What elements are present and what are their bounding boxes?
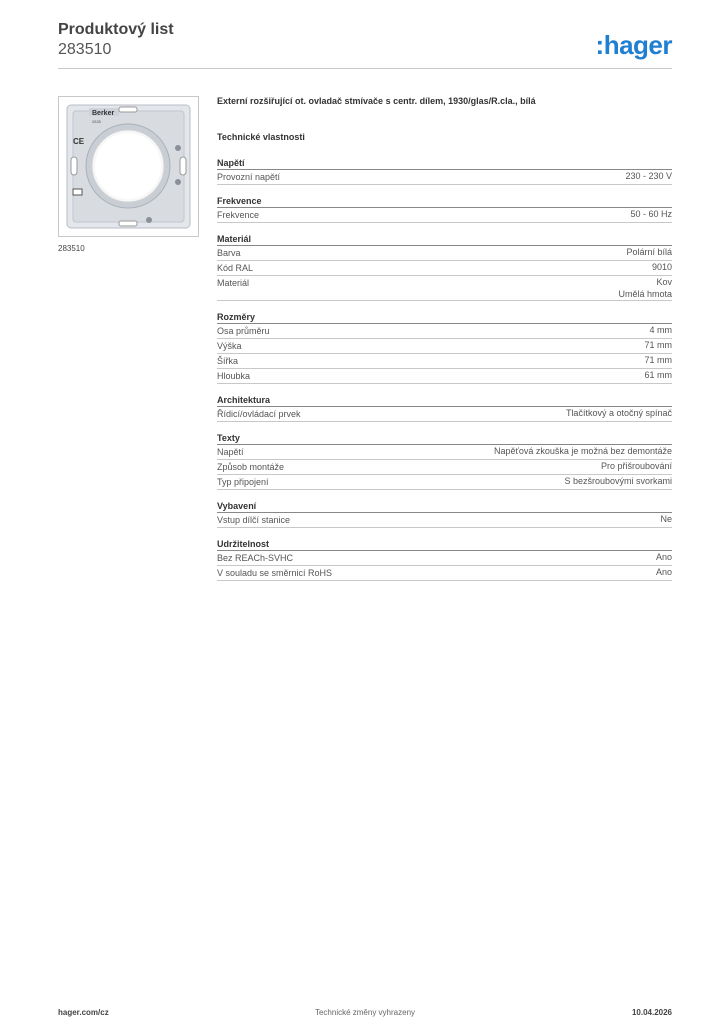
spec-value-line: Polární bílá [626,247,672,257]
spec-section [217,394,672,422]
spec-label: Vstup dílčí stanice [217,515,291,525]
spec-section [217,195,672,223]
product-image-drawing [59,97,198,236]
spec-row [217,170,672,185]
spec-label: Osa průměru [217,326,270,336]
spec-label: Typ připojení [217,477,269,487]
spec-row [217,551,672,566]
spec-value [656,566,672,580]
spec-value [644,369,672,383]
spec-label: Řídicí/ovládací prvek [217,409,301,419]
footer-website[interactable]: hager.com/cz [58,1008,109,1017]
spec-value [564,475,672,489]
spec-value-line: Ne [660,514,672,524]
spec-value-line: 71 mm [644,340,672,350]
spec-value-line: Ano [655,552,672,562]
spec-row [217,261,672,276]
page-header [58,20,672,60]
spec-row [217,324,672,339]
spec-section [217,500,672,528]
hager-logo: :hager [595,30,672,60]
spec-label: Kód RAL [217,263,254,273]
section-title: Architektura [217,394,672,407]
spec-label: Napětí [217,447,244,457]
product-image [58,96,199,237]
spec-value-line: 4 mm [649,325,672,335]
ce-mark: CE [73,137,85,146]
spec-label: Šířka [217,356,239,366]
spec-label: Způsob montáže [217,462,285,472]
product-number: 283510 [58,41,112,58]
section-title: Napětí [217,157,672,170]
spec-row [217,354,672,369]
spec-label: Výška [217,341,242,351]
spec-row [217,246,672,261]
footer-date: 10.04.2026 [631,1008,672,1017]
spec-value-line: 71 mm [644,355,672,365]
spec-value-line: Pro přišroubování [600,461,672,471]
section-title: Vybavení [217,500,672,513]
product-description: Externí rozšiřující ot. ovladač stmívače s centr. dílem, 1930/glas/R.cla., bílá [217,96,536,106]
spec-value-line: Tlačítkový a otočný spínač [565,408,672,418]
spec-value-line: Napěťová zkouška je možná bez demontáže [494,446,672,456]
page-title: Produktový list [58,21,174,38]
tech-heading: Technické vlastnosti [217,132,305,142]
section-title: Texty [217,432,672,445]
code-text: 2835 [92,119,101,124]
spec-value-line: 61 mm [644,370,672,380]
spec-value-line: Kov [656,277,672,287]
spec-label: Provozní napětí [217,172,281,182]
spec-value [660,513,672,527]
spec-label: Barva [217,248,241,258]
section-title: Rozměry [217,311,672,324]
spec-value [626,246,672,260]
image-caption: 283510 [58,244,85,253]
footer-note: Technické změny vyhrazeny [314,1008,416,1017]
spec-value [652,261,672,275]
spec-value-line: 230 - 230 V [625,171,672,181]
spec-section [217,311,672,384]
spec-row [217,445,672,460]
section-title: Materiál [217,233,672,246]
spec-row [217,566,672,581]
spec-value [494,445,672,459]
spec-section [217,157,672,185]
spec-row [217,339,672,354]
spec-section [217,233,672,301]
spec-value-line: S bezšroubovými svorkami [564,476,672,486]
spec-value-line: 50 - 60 Hz [630,209,672,219]
spec-row [217,369,672,384]
spec-section [217,432,672,490]
spec-sections [217,157,672,581]
spec-value [644,339,672,353]
spec-value [601,460,672,474]
spec-value [644,354,672,368]
header-divider [58,68,672,69]
spec-row [217,276,672,301]
spec-row [217,208,672,223]
logo-text: hager [603,30,672,60]
spec-label: Hloubka [217,371,251,381]
spec-label: Bez REACh-SVHC [217,553,294,563]
spec-row [217,460,672,475]
spec-value [656,551,672,565]
product-details [217,96,672,591]
spec-value [630,208,672,222]
spec-value-line: Umělá hmota [618,289,672,299]
section-title: Udržitelnost [217,538,672,551]
spec-label: V souladu se směrnicí RoHS [217,568,333,578]
spec-row [217,475,672,490]
brand-text: Berker [92,110,115,117]
spec-value [618,276,672,300]
spec-label: Materiál [217,278,250,288]
spec-row [217,407,672,422]
spec-label: Frekvence [217,210,260,220]
spec-value-line: 9010 [651,262,672,272]
spec-value [566,407,672,421]
spec-value [625,170,672,184]
section-title: Frekvence [217,195,672,208]
spec-value-line: Ano [655,567,672,577]
spec-value [650,324,673,338]
spec-section [217,538,672,581]
spec-row [217,513,672,528]
